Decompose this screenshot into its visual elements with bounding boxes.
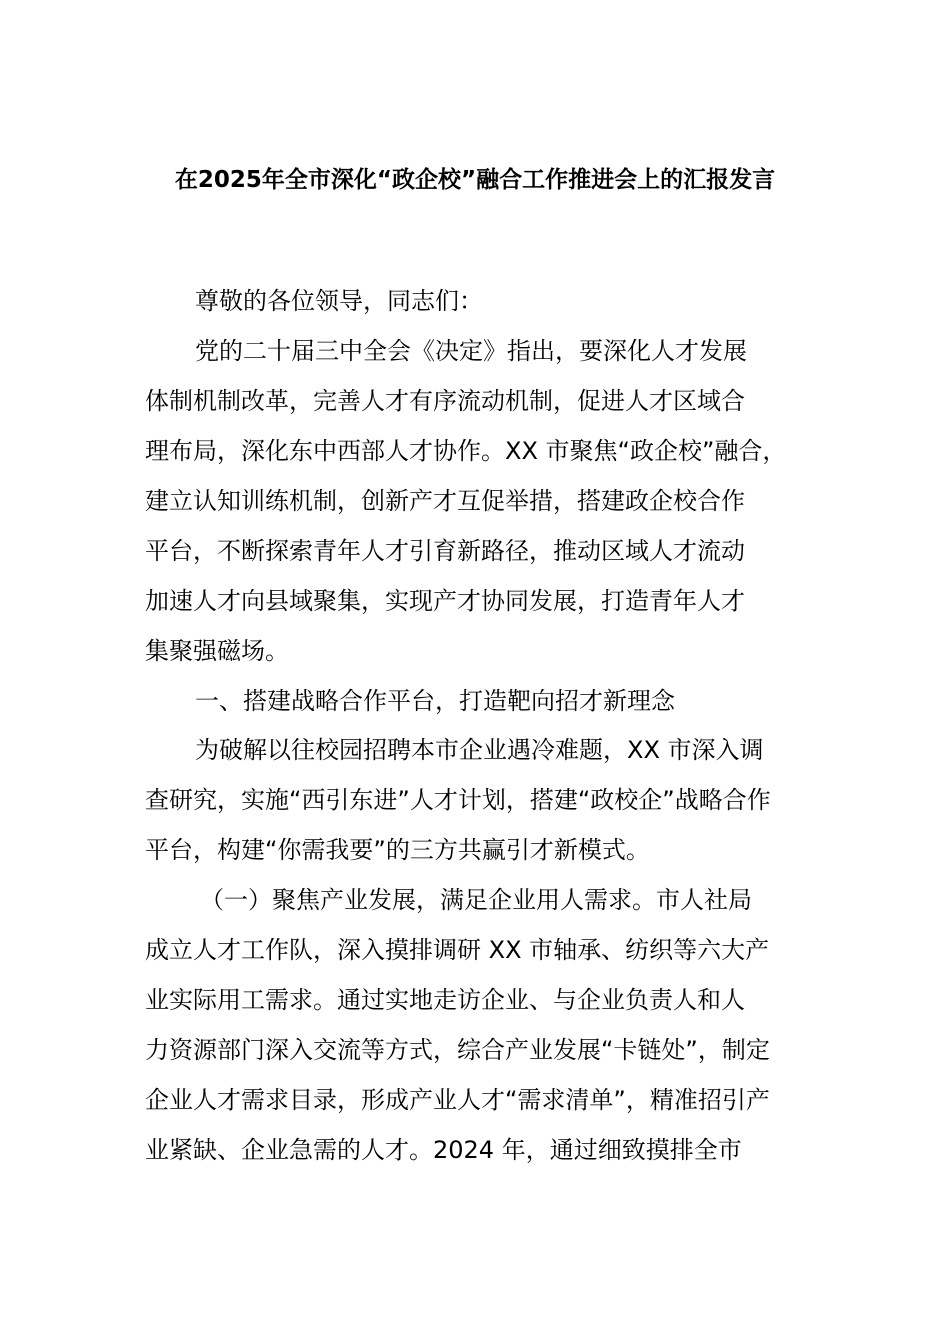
paragraph-line: 业实际用工需求。通过实地走访企业、与企业负责人和人 — [145, 986, 745, 1014]
paragraph-line: 业紧缺、企业急需的人才。2024 年，通过细致摸排全市 — [145, 1136, 742, 1164]
paragraph-line: 平台，不断探索青年人才引育新路径，推动区域人才流动 — [145, 537, 745, 565]
paragraph-line: 加速人才向县域聚集，实现产才协同发展，打造青年人才 — [145, 587, 745, 615]
paragraph-line: 力资源部门深入交流等方式，综合产业发展“卡链处”，制定 — [145, 1036, 770, 1064]
paragraph-line: 体制机制改革，完善人才有序流动机制，促进人才区域合 — [145, 387, 745, 415]
paragraph-line: 理布局，深化东中西部人才协作。XX 市聚焦“政企校”融合， — [145, 437, 787, 465]
paragraph-line: 集聚强磁场。 — [145, 637, 289, 665]
paragraph-line: 党的二十届三中全会《决定》指出，要深化人才发展 — [195, 337, 747, 365]
paragraph-line: 平台，构建“你需我要”的三方共赢引才新模式。 — [145, 836, 650, 864]
subsection-paragraph-line: （一）聚焦产业发展，满足企业用人需求。市人社局 — [200, 886, 752, 914]
paragraph-line: 查研究，实施“西引东进”人才计划，搭建“政校企”战略合作 — [145, 786, 771, 814]
salutation: 尊敬的各位领导，同志们： — [195, 287, 483, 315]
paragraph-line: 为破解以往校园招聘本市企业遇冷难题，XX 市深入调 — [195, 736, 764, 764]
paragraph-line: 企业人才需求目录，形成产业人才“需求清单”，精准招引产 — [145, 1086, 770, 1114]
document-title: 在2025年全市深化“政企校”融合工作推进会上的汇报发言 — [174, 167, 776, 193]
section-heading: 一、搭建战略合作平台，打造靶向招才新理念 — [195, 687, 675, 715]
paragraph-line: 成立人才工作队，深入摸排调研 XX 市轴承、纺织等六大产 — [145, 936, 770, 964]
paragraph-line: 建立认知训练机制，创新产才互促举措，搭建政企校合作 — [145, 487, 745, 515]
